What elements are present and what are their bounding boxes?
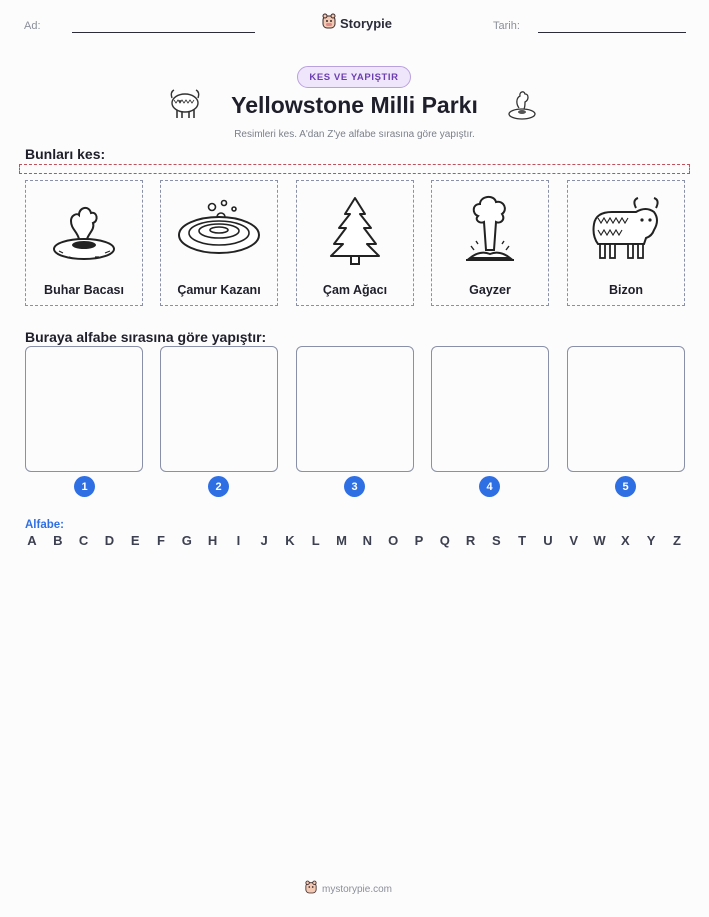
alphabet-letter: U — [543, 533, 553, 548]
steam-vent-icon — [506, 88, 538, 127]
mud-pot-icon — [161, 189, 277, 271]
slot-number-badge: 5 — [615, 476, 636, 497]
geyser-icon — [432, 189, 548, 271]
alphabet-letter: Q — [439, 533, 450, 548]
alphabet-letter: C — [78, 533, 89, 548]
alphabet-letter: M — [336, 533, 347, 548]
alphabet-letter: H — [207, 533, 218, 548]
slot-number-badge: 1 — [74, 476, 95, 497]
alphabet-heading: Alfabe: — [25, 519, 64, 531]
cut-card-label: Çam Ağacı — [322, 283, 388, 297]
instructions: Resimleri kes. A'dan Z'ye alfabe sırasına göre yapıştır. — [234, 129, 475, 140]
cut-card-label: Bizon — [608, 283, 644, 297]
activity-badge: KES VE YAPIŞTIR — [297, 66, 411, 88]
alphabet-letter: B — [53, 533, 63, 548]
cut-card-steam-vent[interactable] — [25, 180, 143, 306]
paste-slot-2[interactable] — [160, 346, 278, 472]
paste-slot-1[interactable] — [25, 346, 143, 472]
name-line[interactable] — [72, 32, 255, 33]
cut-card-label: Gayzer — [469, 283, 511, 297]
cut-card-bison[interactable] — [567, 180, 685, 306]
alphabet-letter: V — [569, 533, 579, 548]
alphabet-letter: A — [27, 533, 37, 548]
footer-url: mystorypie.com — [322, 884, 393, 895]
date-label: Tarih: — [493, 20, 520, 32]
alphabet-letter: R — [465, 533, 476, 548]
cut-card-label: Çamur Kazanı — [177, 283, 261, 297]
cut-card-geyser[interactable] — [431, 180, 549, 306]
date-line[interactable] — [538, 32, 686, 33]
alphabet-letter: O — [388, 533, 399, 548]
cut-card-pine-tree[interactable] — [296, 180, 414, 306]
brand-name: Storypie — [340, 16, 393, 31]
cut-card-mud-pot[interactable] — [160, 180, 278, 306]
alphabet-letter: W — [593, 533, 606, 548]
paste-slot-4[interactable] — [431, 346, 549, 472]
slot-number-badge: 3 — [344, 476, 365, 497]
alphabet-letter: Y — [646, 533, 656, 548]
alphabet-letter: S — [492, 533, 501, 548]
paste-heading: Buraya alfabe sırasına göre yapıştır: — [25, 329, 267, 345]
cut-heading: Bunları kes: — [25, 146, 106, 162]
alphabet-letter: N — [362, 533, 373, 548]
storypie-mascot-icon — [322, 13, 336, 34]
cut-card-label: Buhar Bacası — [44, 283, 124, 297]
alphabet-letter: X — [620, 533, 630, 548]
paste-slot-5[interactable] — [567, 346, 685, 472]
steam-vent-icon — [26, 189, 142, 271]
alphabet-letter: Z — [672, 533, 681, 548]
brand-logo[interactable] — [322, 13, 392, 34]
alphabet-row — [25, 533, 684, 548]
alphabet-letter: J — [260, 533, 268, 548]
alphabet-letter: I — [236, 533, 241, 548]
alphabet-letter: T — [518, 533, 527, 548]
footer[interactable] — [305, 880, 392, 899]
alphabet-letter: D — [104, 533, 115, 548]
alphabet-letter: K — [285, 533, 295, 548]
page-title: Yellowstone Milli Parkı — [231, 92, 478, 118]
cut-line — [19, 164, 690, 174]
storypie-mascot-icon — [305, 880, 317, 899]
slot-number-badge: 4 — [479, 476, 500, 497]
paste-slot-3[interactable] — [296, 346, 414, 472]
slot-number-badge: 2 — [208, 476, 229, 497]
alphabet-letter: G — [181, 533, 192, 548]
alphabet-letter: F — [157, 533, 165, 548]
alphabet-letter: P — [414, 533, 424, 548]
bison-icon — [568, 189, 684, 271]
name-label: Ad: — [24, 20, 41, 32]
alphabet-letter: L — [311, 533, 320, 548]
pine-tree-icon — [297, 189, 413, 271]
alphabet-letter: E — [130, 533, 140, 548]
